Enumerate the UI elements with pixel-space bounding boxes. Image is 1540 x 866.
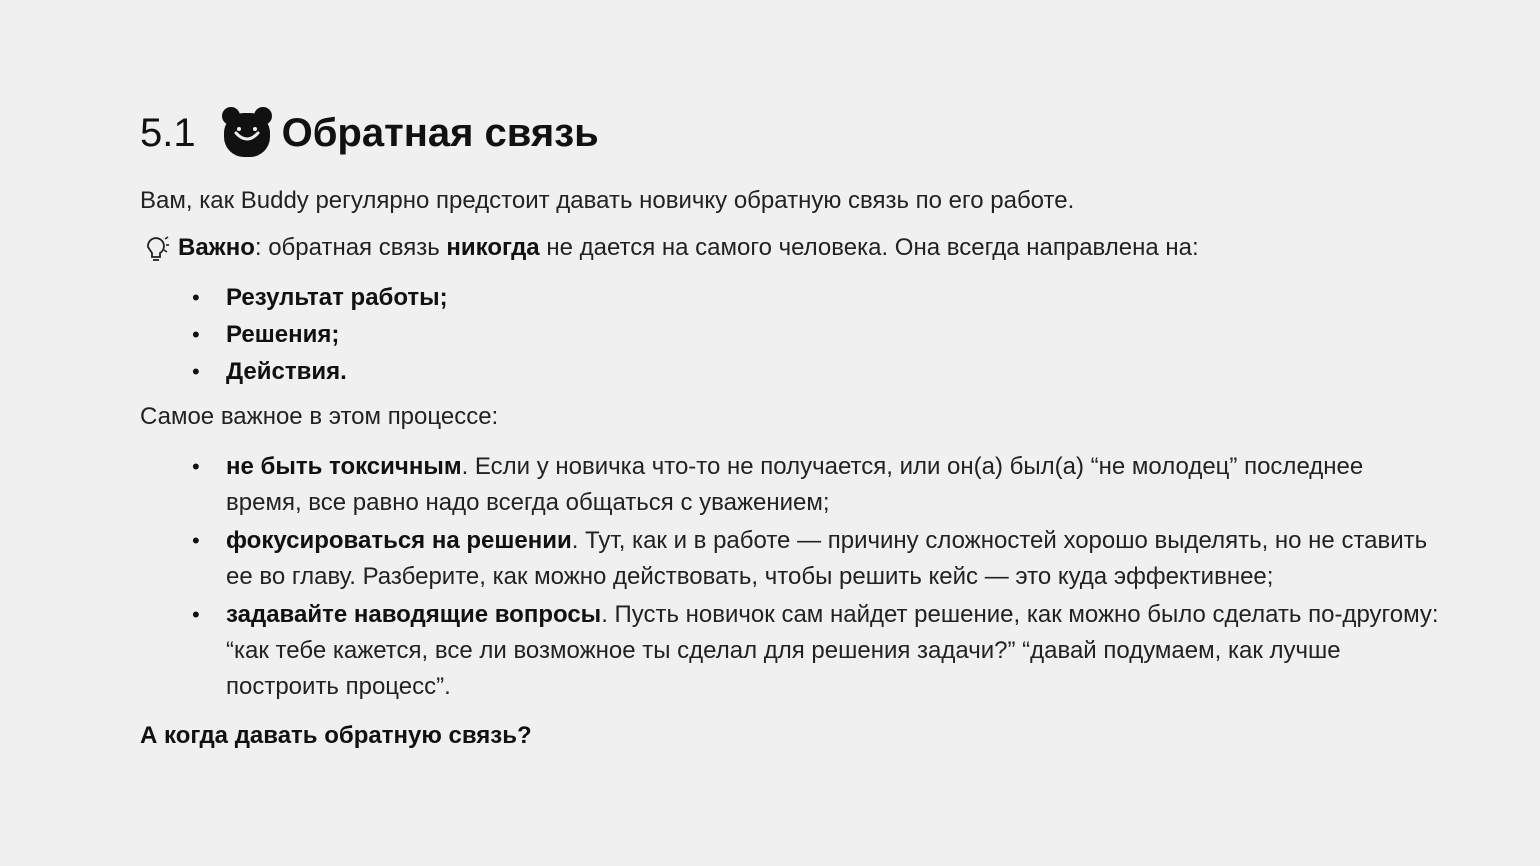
page-title xyxy=(140,100,1440,166)
important-note xyxy=(140,231,1440,265)
bear-face-icon xyxy=(220,105,274,161)
principles-intro: Самое важное в этом процессе: xyxy=(140,403,499,430)
section-title: Обратная связь xyxy=(281,110,599,155)
list-item xyxy=(140,523,1440,595)
important-label: Важно xyxy=(178,234,255,261)
principles-list xyxy=(140,449,1440,705)
important-text-before: : обратная связь xyxy=(254,234,447,261)
feedback-targets-list xyxy=(140,279,1440,390)
list-item xyxy=(140,597,1440,705)
important-text-after: не дается на самого человека. Она всегда направлена на: xyxy=(539,234,1199,261)
list-item: • Действия. xyxy=(140,353,1440,390)
principle-bold: фокусироваться на решении xyxy=(226,527,572,554)
list-item xyxy=(140,449,1440,521)
list-item: • Результат работы; xyxy=(140,279,1440,316)
principle-text: . Пусть новичок сам найдет решение, как можно было сделать по-другому: “как тебе кажется, все ли возможное ты сделал для решения задачи?” “давай подумаем, как лучше построить процесс”. xyxy=(226,601,1439,700)
list-item: • Решения; xyxy=(140,316,1440,353)
principle-bold: задавайте наводящие вопросы xyxy=(226,601,602,628)
intro-paragraph: Вам, как Buddy регулярно предстоит давать новичку обратную связь по его работе. xyxy=(140,187,1075,214)
lightbulb-icon xyxy=(140,233,170,263)
important-emphasis: никогда xyxy=(446,234,540,261)
principle-text: . Тут, как и в работе — причину сложностей хорошо выделять, но не ставить ее во главу. Разберите, как можно действовать, чтобы решить кейс — это куда эффективнее; xyxy=(226,527,1428,590)
principle-bold: не быть токсичным xyxy=(226,453,462,480)
closing-question: А когда давать обратную связь? xyxy=(140,722,532,749)
document-page xyxy=(140,100,1440,753)
section-number: 5.1 xyxy=(140,110,196,155)
principle-text: . Если у новичка что-то не получается, или он(а) был(а) “не молодец” последнее время, все равно надо всегда общаться с уважением; xyxy=(226,453,1364,516)
